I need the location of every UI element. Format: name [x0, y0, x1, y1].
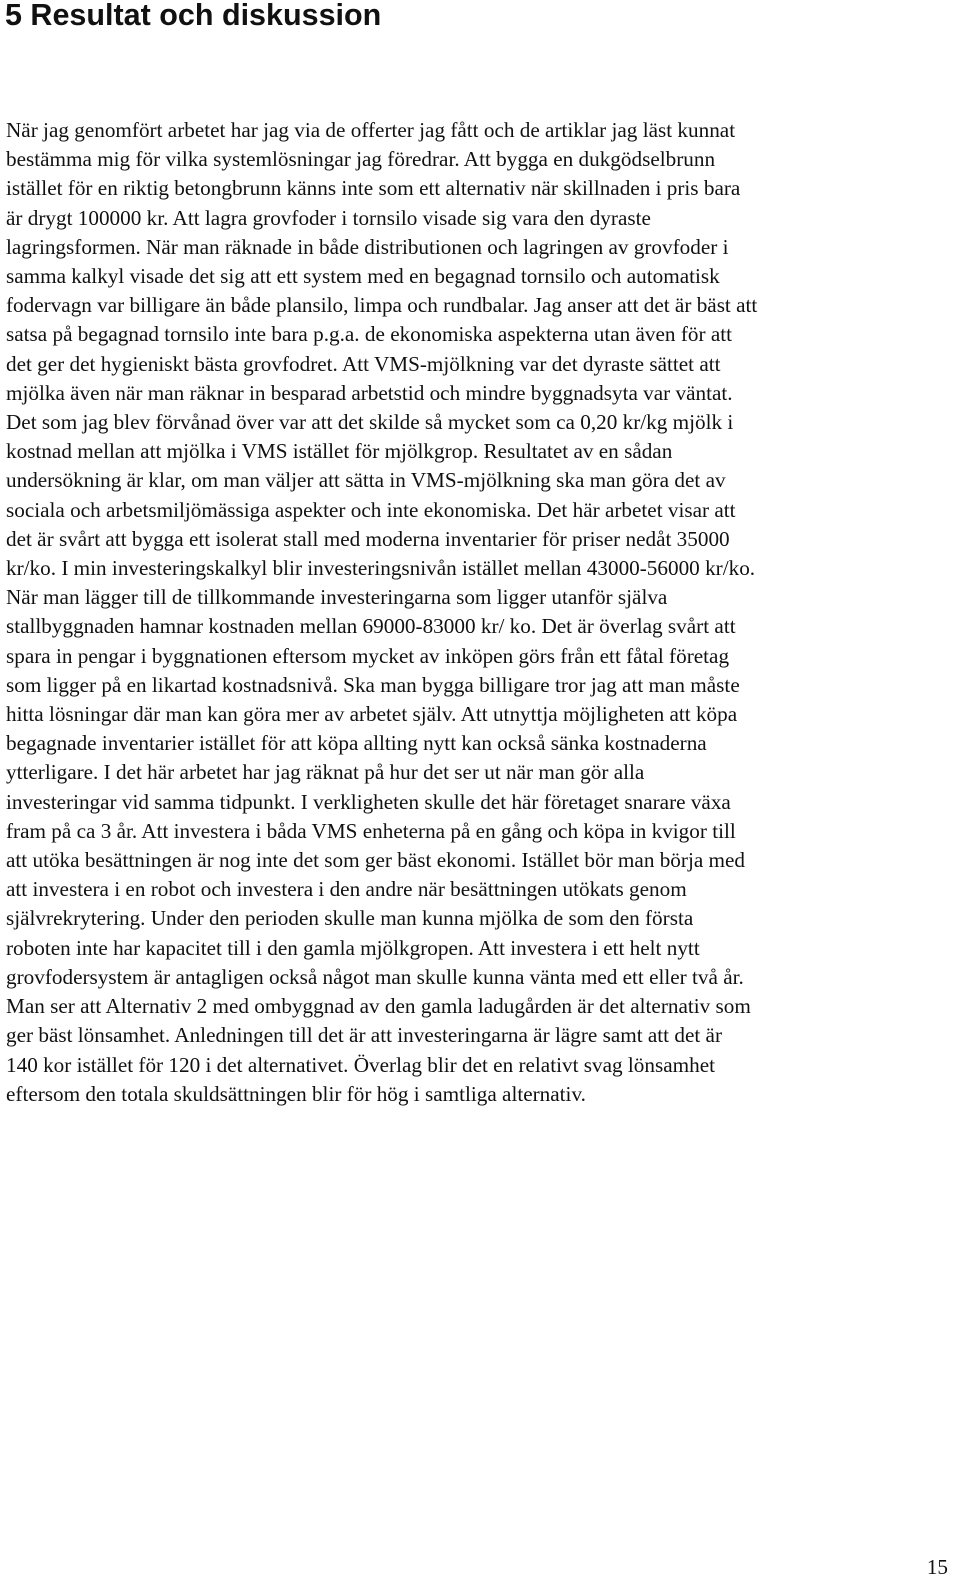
text-line: kr/ko. I min investeringskalkyl blir investeringsnivån istället mellan 43000-56000 kr/ko.: [6, 556, 756, 581]
text-line: eftersom den totala skuldsättningen blir för hög i samtliga alternativ.: [6, 1081, 586, 1106]
text-line: kostnad mellan att mjölka i VMS istället för mjölkgrop. Resultatet av en sådan: [6, 439, 673, 464]
text-line: roboten inte har kapacitet till i den gamla mjölkgropen. Att investera i ett helt nytt: [6, 935, 700, 960]
text-line: det ger det hygieniskt bästa grovfodret. Att VMS-mjölkning var det dyraste sättet att: [6, 351, 721, 376]
text-line: undersökning är klar, om man väljer att sätta in VMS-mjölkning ska man göra det av: [6, 468, 726, 493]
text-line: Det som jag blev förvånad över var att det skilde så mycket som ca 0,20 kr/kg mjölk i: [6, 410, 734, 435]
text-line: spara in pengar i byggnationen eftersom mycket av inköpen görs från ett fåtal företag: [6, 643, 730, 668]
text-line: istället för en riktig betongbrunn känns inte som ett alternativ när skillnaden i pris bara: [6, 176, 741, 201]
text-line: är drygt 100000 kr. Att lagra grovfoder i tornsilo visade sig vara den dyraste: [6, 205, 651, 230]
text-line: hitta lösningar där man kan göra mer av arbetet själv. Att utnyttja möjligheten att köpa: [6, 702, 738, 727]
text-line: att utöka besättningen är nog inte det som ger bäst ekonomi. Istället bör man börja med: [6, 848, 746, 873]
text-line: grovfodersystem är antagligen också något man skulle kunna vänta med ett eller två år.: [6, 964, 744, 989]
body-paragraph: [6, 116, 956, 1109]
text-line: samma kalkyl visade det sig att ett system med en begagnad tornsilo och automatisk: [6, 264, 720, 289]
text-line: mjölka även när man räknar in besparad arbetstid och mindre byggnadsyta var väntat.: [6, 380, 733, 405]
text-line: begagnade inventarier istället för att köpa allting nytt kan också sänka kostnaderna: [6, 731, 707, 756]
text-line: stallbyggnaden hamnar kostnaden mellan 69000-83000 kr/ ko. Det är överlag svårt att: [6, 614, 736, 639]
page-number: 15: [926, 1555, 948, 1579]
text-line: att investera i en robot och investera i den andre när besättningen utökats genom: [6, 877, 687, 902]
text-line: ytterligare. I det här arbetet har jag räknat på hur det ser ut när man gör alla: [6, 760, 645, 785]
section-heading: 5 Resultat och diskussion: [5, 0, 382, 32]
text-line: lagringsformen. När man räknade in både distributionen och lagringen av grovfoder i: [6, 234, 729, 259]
text-line: När man lägger till de tillkommande investeringarna som ligger utanför själva: [6, 585, 668, 610]
text-line: fram på ca 3 år. Att investera i båda VMS enheterna på en gång och köpa in kvigor till: [6, 818, 736, 843]
text-line: fodervagn var billigare än både plansilo, limpa och rundbalar. Jag anser att det är bäst att: [6, 293, 758, 318]
text-line: När jag genomfört arbetet har jag via de offerter jag fått och de artiklar jag läst kunnat: [6, 118, 736, 142]
text-line: investeringar vid samma tidpunkt. I verkligheten skulle det här företaget snarare växa: [6, 789, 731, 814]
text-line: sociala och arbetsmiljömässiga aspekter och inte ekonomiska. Det här arbetet visar att: [6, 497, 736, 522]
text-line: självrekrytering. Under den perioden skulle man kunna mjölka de som den första: [6, 906, 694, 931]
text-line: det är svårt att bygga ett isolerat stall med moderna inventarier för priser nedåt 35000: [6, 526, 730, 551]
text-line: som ligger på en likartad kostnadsnivå. Ska man bygga billigare tror jag att man måste: [6, 672, 740, 697]
text-line: ger bäst lönsamhet. Anledningen till det är att investeringarna är lägre samt att det är: [6, 1023, 723, 1048]
text-line: 140 kor istället för 120 i det alternativet. Överlag blir det en relativt svag lönsamhet: [6, 1052, 715, 1077]
text-line: Man ser att Alternativ 2 med ombyggnad av den gamla ladugården är det alternativ som: [6, 994, 751, 1019]
text-line: bestämma mig för vilka systemlösningar jag föredrar. Att bygga en dukgödselbrunn: [6, 147, 716, 172]
text-line: satsa på begagnad tornsilo inte bara p.g.a. de ekonomiska aspekterna utan även för att: [6, 322, 733, 347]
